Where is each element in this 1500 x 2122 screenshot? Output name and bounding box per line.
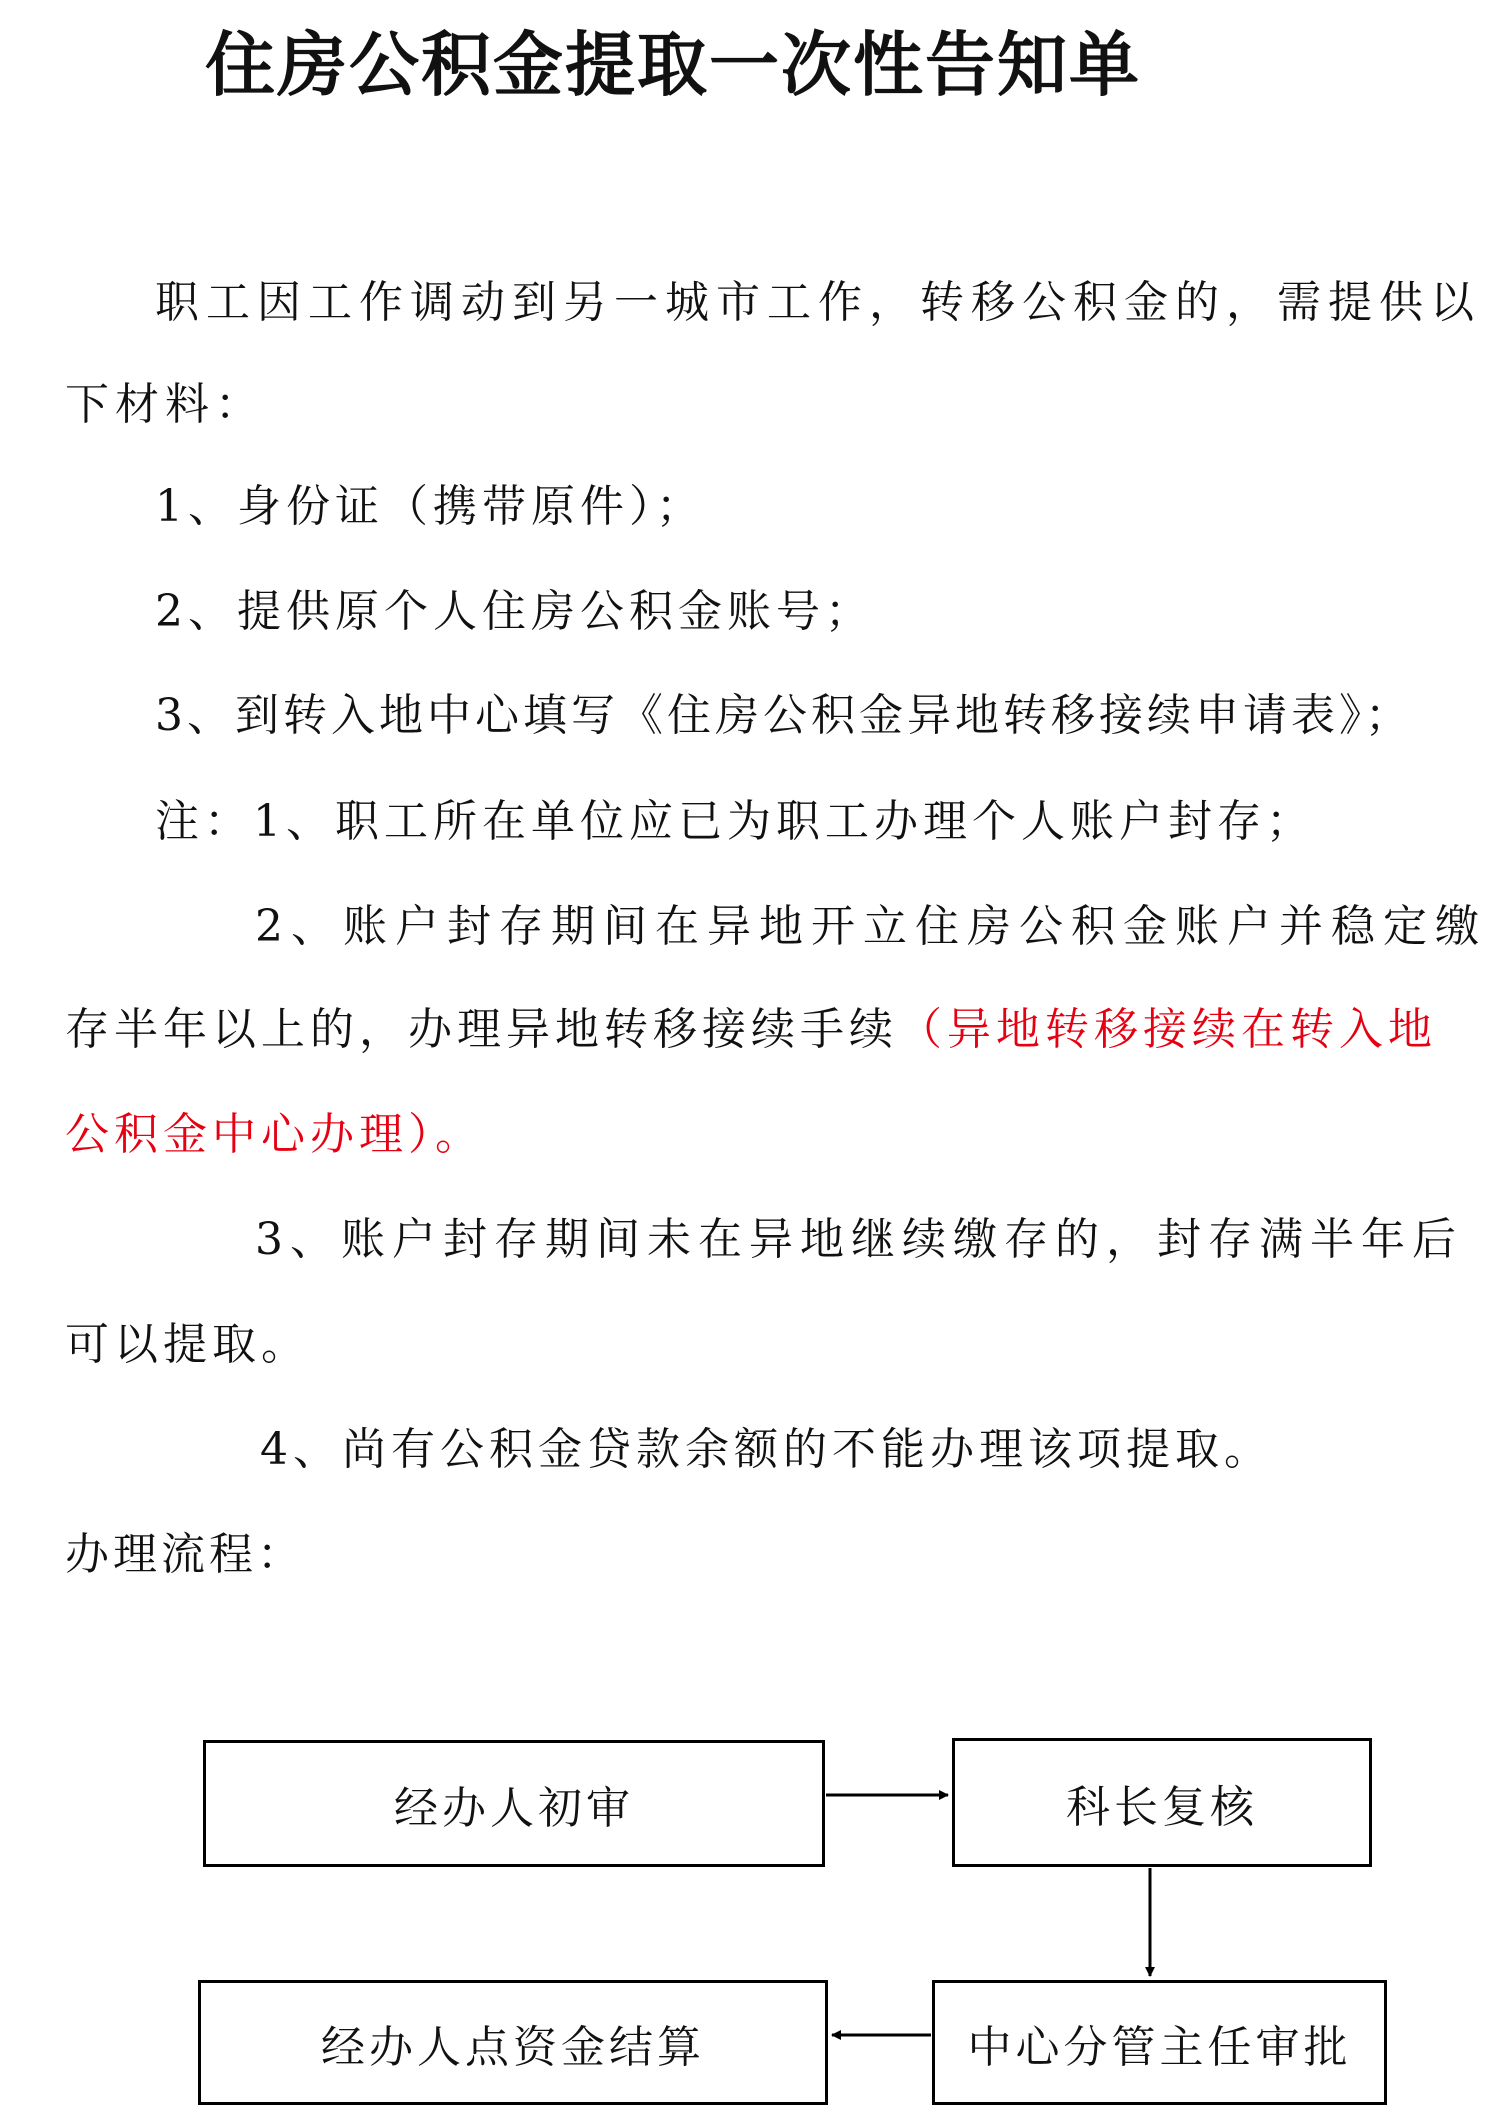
flow-step-section-chief-review: 科长复核 xyxy=(952,1738,1372,1867)
note-4: 4、尚有公积金贷款余额的不能办理该项提取。 xyxy=(260,1424,1273,1475)
intro-line-2: 下材料： xyxy=(65,379,265,430)
process-label: 办理流程： xyxy=(65,1529,305,1580)
note-2-red-text: （异地转移接续在转入地 xyxy=(898,1004,1437,1055)
flow-step-fund-settlement: 经办人点资金结算 xyxy=(198,1980,828,2105)
material-item-1: 1、身份证（携带原件）； xyxy=(155,481,705,532)
note-3-line-1: 3、账户封存期间未在异地继续缴存的，封存满半年后 xyxy=(255,1214,1463,1265)
material-item-3: 3、到转入地中心填写《住房公积金异地转移接续申请表》； xyxy=(155,690,1413,741)
page-title: 住房公积金提取一次性告知单 xyxy=(205,24,1141,106)
material-item-2: 2、提供原个人住房公积金账号； xyxy=(155,586,874,637)
note-2-line-1: 2、账户封存期间在异地开立住房公积金账户并稳定缴 xyxy=(255,901,1487,952)
flow-step-initial-review: 经办人初审 xyxy=(203,1740,825,1867)
note-2-text: 存半年以上的，办理异地转移接续手续 xyxy=(65,1004,898,1055)
note-2-line-3: 公积金中心办理）。 xyxy=(65,1109,484,1160)
note-label: 注： xyxy=(155,796,253,847)
note-3-line-2: 可以提取。 xyxy=(65,1319,310,1370)
note-2-line-2 xyxy=(65,1000,1437,1060)
note-1 xyxy=(155,792,1315,852)
note-1-text: 1、职工所在单位应已为职工办理个人账户封存； xyxy=(253,796,1315,847)
flow-step-director-approval: 中心分管主任审批 xyxy=(932,1980,1387,2105)
intro-line-1: 职工因工作调动到另一城市工作，转移公积金的，需提供以 xyxy=(155,277,1481,328)
